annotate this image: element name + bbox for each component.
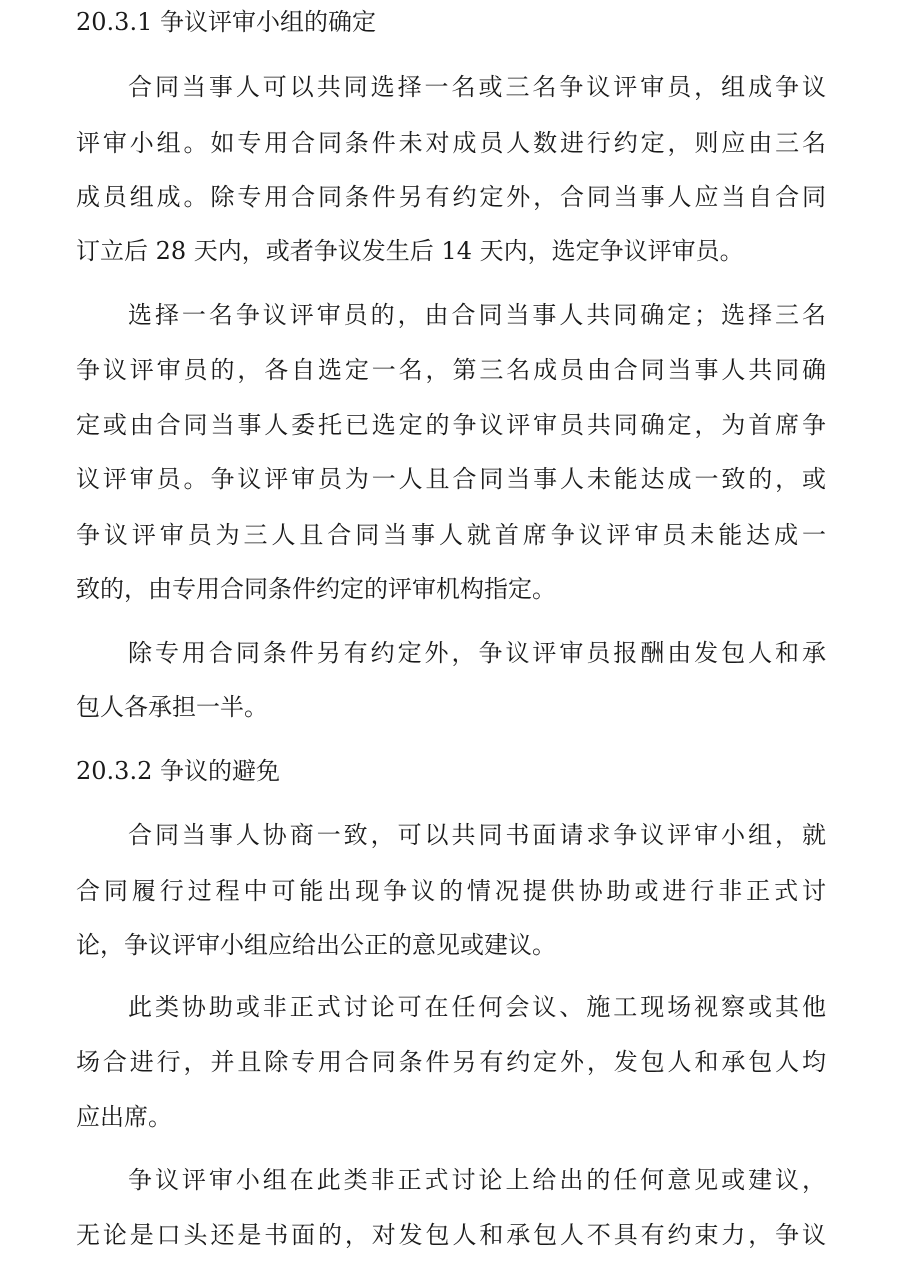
section-heading-20-3-1: 20.3.1 争议评审小组的确定 <box>76 8 376 36</box>
paragraph-line: 成员组成。除专用合同条件另有约定外，合同当事人应当自合同 <box>76 183 826 211</box>
paragraph-line: 致的，由专用合同条件约定的评审机构指定。 <box>76 575 556 603</box>
paragraph-line: 争议评审员为三人且合同当事人就首席争议评审员未能达成一 <box>76 521 826 549</box>
paragraph-line: 合同当事人可以共同选择一名或三名争议评审员，组成争议 <box>128 73 826 101</box>
paragraph-line: 合同履行过程中可能出现争议的情况提供协助或进行非正式讨 <box>76 877 826 905</box>
paragraph-line: 定或由合同当事人委托已选定的争议评审员共同确定，为首席争 <box>76 411 826 439</box>
paragraph-line: 场合进行，并且除专用合同条件另有约定外，发包人和承包人均 <box>76 1048 826 1076</box>
paragraph-line: 评审小组。如专用合同条件未对成员人数进行约定，则应由三名 <box>76 129 826 157</box>
paragraph-line: 除专用合同条件另有约定外，争议评审员报酬由发包人和承 <box>128 639 826 667</box>
section-heading-20-3-2: 20.3.2 争议的避免 <box>76 757 280 785</box>
paragraph-line: 议评审员。争议评审员为一人且合同当事人未能达成一致的，或 <box>76 465 826 493</box>
paragraph-line: 合同当事人协商一致，可以共同书面请求争议评审小组，就 <box>128 821 826 849</box>
paragraph-line: 此类协助或非正式讨论可在任何会议、施工现场视察或其他 <box>128 993 826 1021</box>
paragraph-line: 订立后 28 天内，或者争议发生后 14 天内，选定争议评审员。 <box>76 237 744 265</box>
paragraph-line: 应出席。 <box>76 1103 172 1131</box>
paragraph-line: 争议评审员的，各自选定一名，第三名成员由合同当事人共同确 <box>76 356 826 384</box>
paragraph-line: 包人各承担一半。 <box>76 693 268 721</box>
paragraph-line: 争议评审小组在此类非正式讨论上给出的任何意见或建议， <box>128 1166 826 1194</box>
paragraph-line: 论，争议评审小组应给出公正的意见或建议。 <box>76 931 556 959</box>
paragraph-line: 选择一名争议评审员的，由合同当事人共同确定；选择三名 <box>128 301 826 329</box>
paragraph-line: 无论是口头还是书面的，对发包人和承包人不具有约束力，争议 <box>76 1221 826 1249</box>
